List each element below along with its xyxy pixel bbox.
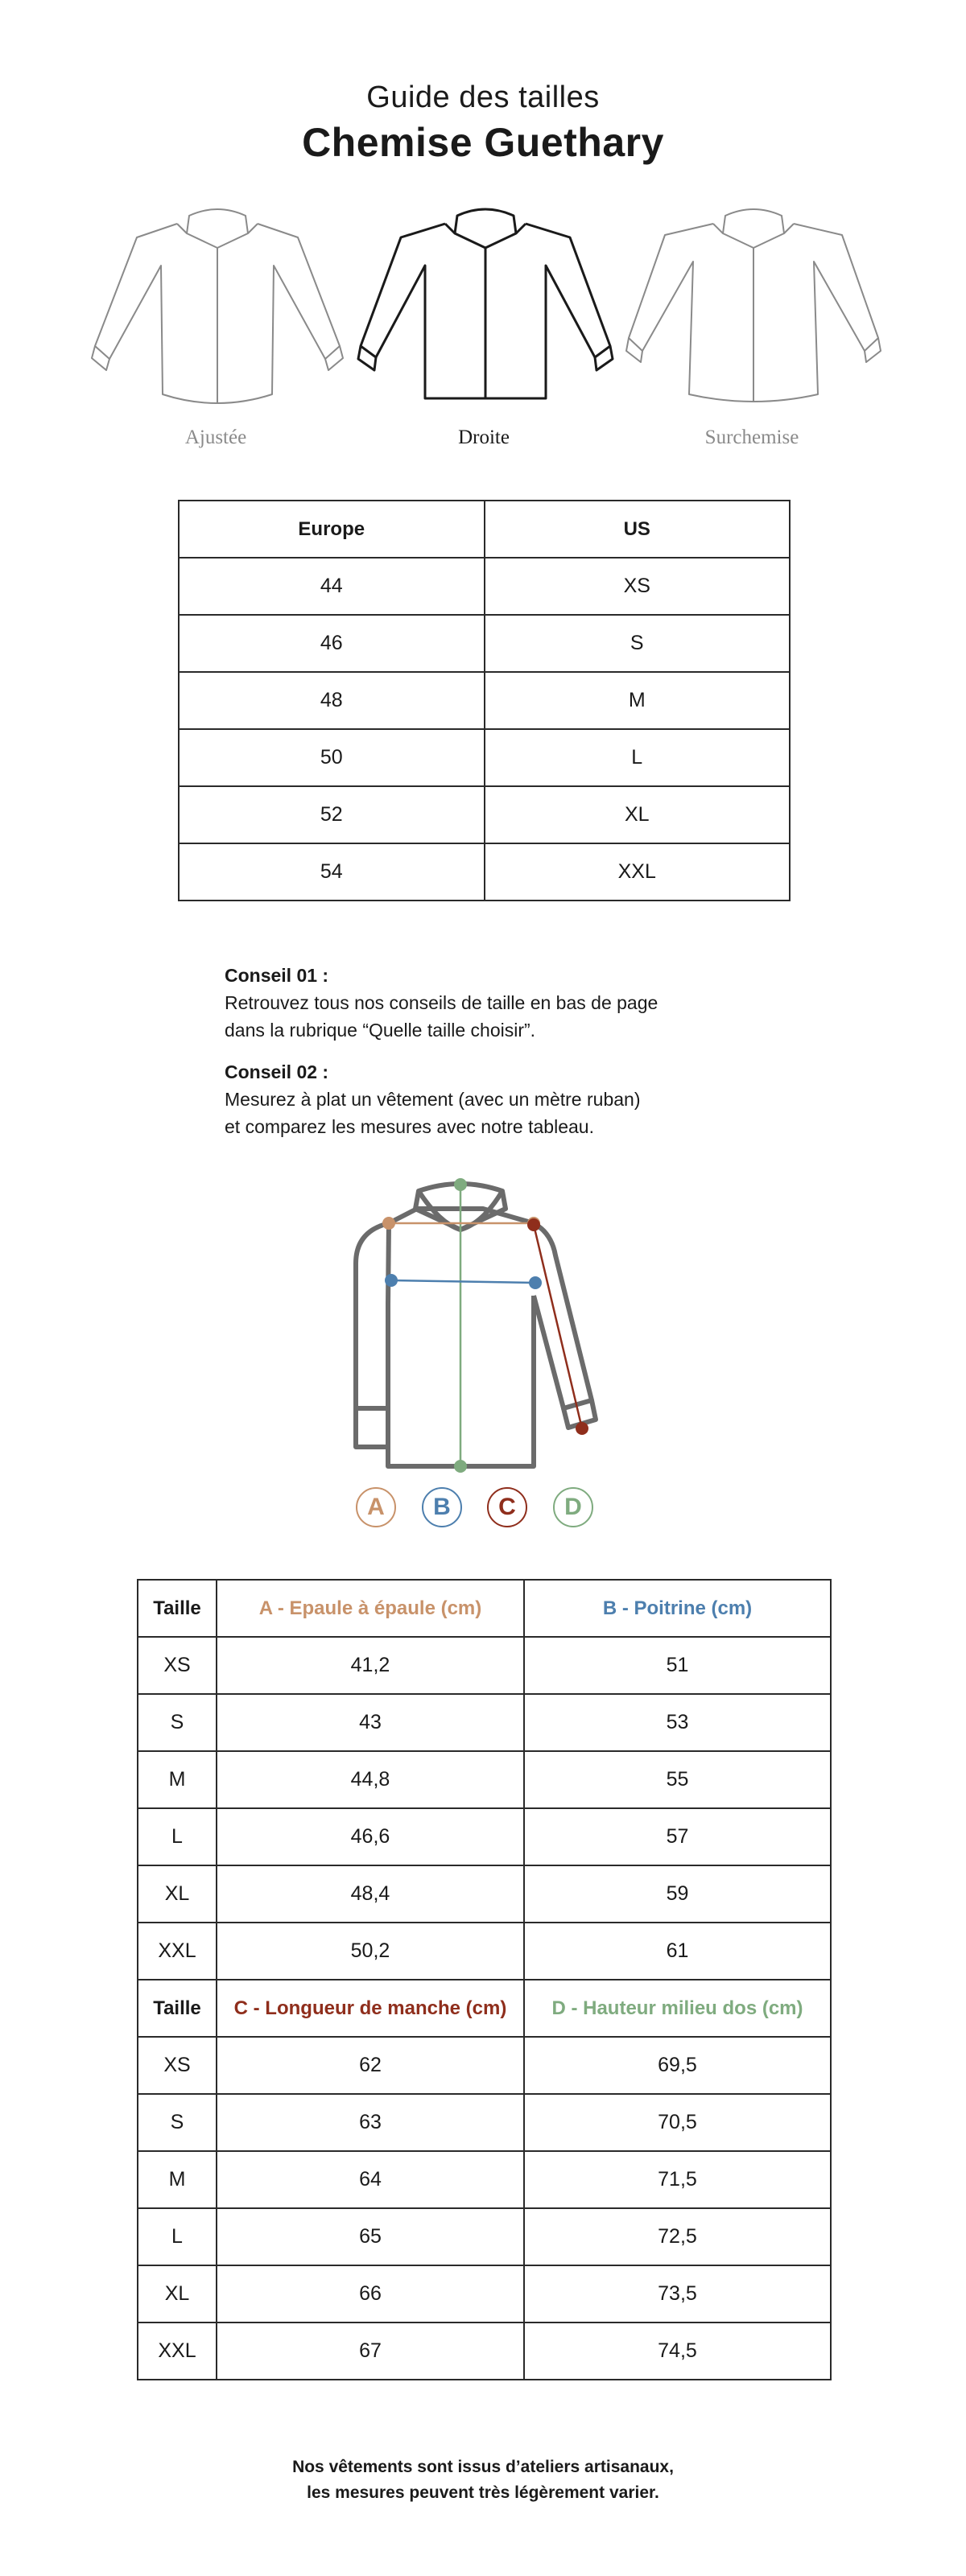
column-header-d: D - Hauteur milieu dos (cm) <box>524 1980 831 2037</box>
cell-value-b: 53 <box>524 1694 831 1751</box>
cell-size: M <box>138 1751 217 1808</box>
cell-value-a: 41,2 <box>217 1637 524 1694</box>
cell-value-b: 61 <box>524 1923 831 1980</box>
advice-title: Conseil 02 : <box>225 1061 329 1082</box>
cell-us: XXL <box>485 843 791 901</box>
cell-value-a: 48,4 <box>217 1865 524 1923</box>
cell-value-c: 65 <box>217 2208 524 2265</box>
advice-02 <box>225 1058 788 1140</box>
cell-value-c: 64 <box>217 2151 524 2208</box>
cell-us: XS <box>485 558 791 615</box>
advice-01 <box>225 962 788 1044</box>
measure-line-b <box>391 1280 535 1283</box>
cell-size: XS <box>138 2037 217 2094</box>
column-header-taille: Taille <box>138 1580 217 1637</box>
measurements-table <box>137 1579 832 2380</box>
table-row <box>138 1751 831 1808</box>
legend-badge-b: B <box>422 1487 462 1527</box>
cell-size: S <box>138 2094 217 2151</box>
cell-value-d: 70,5 <box>524 2094 831 2151</box>
column-header-europe: Europe <box>179 501 485 558</box>
table-row <box>138 1694 831 1751</box>
fit-label-surchemise: Surchemise <box>704 427 799 448</box>
cell-value-d: 69,5 <box>524 2037 831 2094</box>
cell-europe: 50 <box>179 729 485 786</box>
shirt-fit-droite-icon <box>357 201 614 418</box>
advice-line: dans la rubrique “Quelle taille choisir”. <box>225 1020 536 1041</box>
cell-us: L <box>485 729 791 786</box>
cell-value-c: 66 <box>217 2265 524 2323</box>
cell-europe: 46 <box>179 615 485 672</box>
table-row <box>179 786 790 843</box>
table-header-row <box>179 501 790 558</box>
table-row <box>138 2037 831 2094</box>
cell-value-a: 50,2 <box>217 1923 524 1980</box>
table-row <box>179 558 790 615</box>
table-row <box>138 2094 831 2151</box>
table-row <box>138 1637 831 1694</box>
cell-us: S <box>485 615 791 672</box>
cell-value-d: 71,5 <box>524 2151 831 2208</box>
cell-value-c: 67 <box>217 2323 524 2380</box>
cell-europe: 52 <box>179 786 485 843</box>
cell-size: S <box>138 1694 217 1751</box>
cell-size: XXL <box>138 1923 217 1980</box>
cell-size: M <box>138 2151 217 2208</box>
advice-line: Retrouvez tous nos conseils de taille en bas de page <box>225 992 658 1013</box>
table-row <box>179 615 790 672</box>
shirt-fit-ajustee-icon <box>89 201 346 418</box>
shirt-fit-surchemise-icon <box>625 201 882 418</box>
measure-point-c-bottom <box>576 1422 588 1435</box>
advice-line: et comparez les mesures avec notre tableau. <box>225 1116 594 1137</box>
page-subtitle: Guide des tailles <box>366 80 600 114</box>
legend-badge-a: A <box>356 1487 396 1527</box>
cell-size: XXL <box>138 2323 217 2380</box>
column-header-a: A - Epaule à épaule (cm) <box>217 1580 524 1637</box>
table-row <box>138 2208 831 2265</box>
cell-europe: 54 <box>179 843 485 901</box>
cell-value-b: 57 <box>524 1808 831 1865</box>
table-row <box>138 2323 831 2380</box>
cell-size: XS <box>138 1637 217 1694</box>
cell-europe: 48 <box>179 672 485 729</box>
table-row <box>179 843 790 901</box>
legend-badge-d: D <box>553 1487 593 1527</box>
table-row <box>138 1923 831 1980</box>
cell-value-b: 59 <box>524 1865 831 1923</box>
measure-point-d-top <box>454 1178 467 1191</box>
legend-badge-c: C <box>487 1487 527 1527</box>
cell-us: XL <box>485 786 791 843</box>
table-row <box>138 1865 831 1923</box>
cell-value-c: 63 <box>217 2094 524 2151</box>
column-header-taille: Taille <box>138 1980 217 2037</box>
cell-size: XL <box>138 1865 217 1923</box>
table-header-row <box>138 1980 831 2037</box>
size-conversion-table <box>178 500 791 901</box>
measure-point-c-top <box>527 1218 540 1231</box>
table-row <box>179 729 790 786</box>
cell-us: M <box>485 672 791 729</box>
table-row <box>138 2151 831 2208</box>
advice-line: Mesurez à plat un vêtement (avec un mètre ruban) <box>225 1089 641 1110</box>
measure-point-b-right <box>529 1276 542 1289</box>
column-header-c: C - Longueur de manche (cm) <box>217 1980 524 2037</box>
measurement-diagram <box>322 1167 644 1481</box>
cell-size: L <box>138 1808 217 1865</box>
table-row <box>138 1808 831 1865</box>
cell-value-a: 44,8 <box>217 1751 524 1808</box>
column-header-us: US <box>485 501 791 558</box>
cell-size: XL <box>138 2265 217 2323</box>
cell-value-c: 62 <box>217 2037 524 2094</box>
cell-size: L <box>138 2208 217 2265</box>
cell-value-a: 43 <box>217 1694 524 1751</box>
fit-label-ajustee: Ajustée <box>184 427 247 448</box>
measure-point-a-left <box>382 1217 395 1230</box>
measure-point-d-bottom <box>454 1460 467 1473</box>
column-header-b: B - Poitrine (cm) <box>524 1580 831 1637</box>
table-header-row <box>138 1580 831 1637</box>
cell-value-d: 72,5 <box>524 2208 831 2265</box>
table-row <box>179 672 790 729</box>
cell-value-b: 51 <box>524 1637 831 1694</box>
cell-value-a: 46,6 <box>217 1808 524 1865</box>
cell-value-d: 74,5 <box>524 2323 831 2380</box>
table-row <box>138 2265 831 2323</box>
page-title: Chemise Guethary <box>302 120 664 165</box>
cell-value-b: 55 <box>524 1751 831 1808</box>
cell-value-d: 73,5 <box>524 2265 831 2323</box>
advice-title: Conseil 01 : <box>225 965 329 986</box>
footer-line: les mesures peuvent très légèrement varier. <box>307 2483 659 2502</box>
fit-label-droite: Droite <box>458 427 510 448</box>
footer-line: Nos vêtements sont issus d’ateliers artisanaux, <box>292 2458 674 2476</box>
measure-point-b-left <box>385 1274 398 1287</box>
cell-europe: 44 <box>179 558 485 615</box>
footer-note <box>0 2454 966 2506</box>
